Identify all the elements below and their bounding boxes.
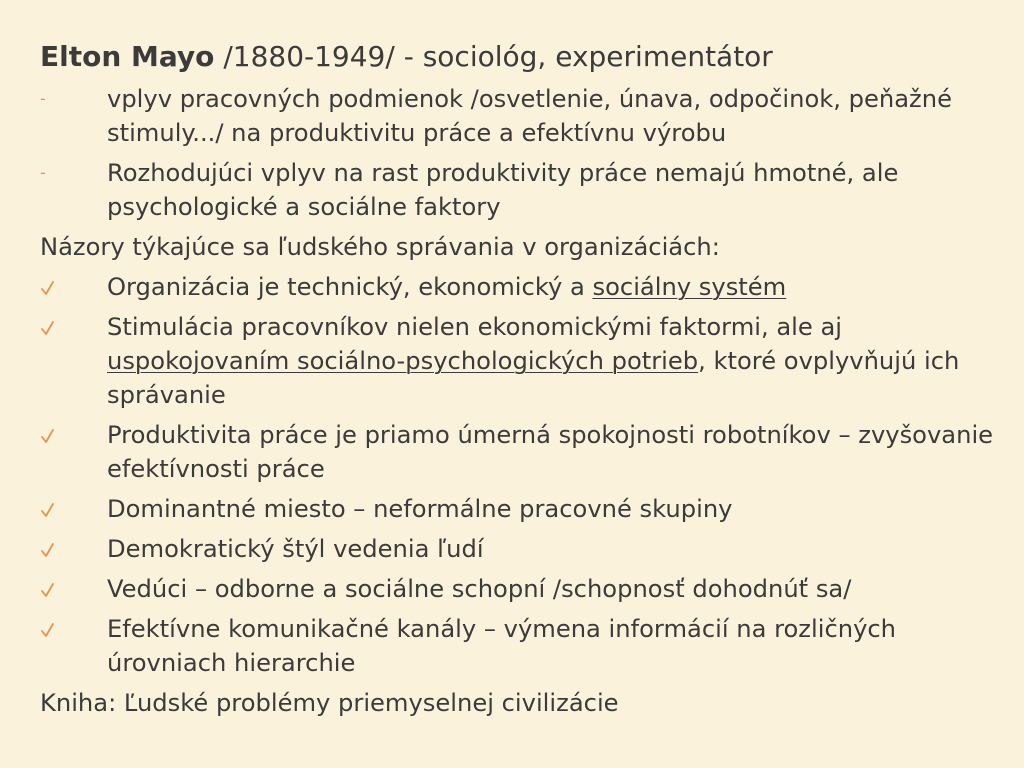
check-item-4 <box>40 492 1010 526</box>
title-name: Elton Mayo <box>40 40 215 73</box>
check-item-text: Efektívne komunikačné kanály – výmena informácií na rozličných úrovniach hierarchie <box>107 615 897 677</box>
check-item-6 <box>40 572 1010 606</box>
dash-bullet-icon: - <box>40 163 46 182</box>
dash-item-text: vplyv pracovných podmienok /osvetlenie, únava, odpočinok, peňažné stimuly.../ na produktivitu práce a efektívnu výrobu <box>107 85 952 147</box>
check-item-text: Organizácia je technický, ekonomický a <box>107 273 593 301</box>
slide-content <box>40 38 1010 726</box>
checkmark-icon <box>40 418 56 452</box>
check-item-2 <box>40 310 1010 412</box>
check-item-text-end: , ktoré ovplyvňujú ich správanie <box>107 347 960 409</box>
underlined-term: uspokojovaním sociálno-psychologických potrieb <box>107 347 699 375</box>
checkmark-icon <box>40 310 56 344</box>
check-item-text: Dominantné miesto – neformálne pracovné skupiny <box>107 495 733 523</box>
book-line: Kniha: Ľudské problémy priemyselnej civilizácie <box>40 689 619 717</box>
views-heading: Názory týkajúce sa ľudského správania v organizáciách: <box>40 233 720 261</box>
check-item-5 <box>40 532 1010 566</box>
checkmark-icon <box>40 572 56 606</box>
check-item-1 <box>40 270 1010 304</box>
check-item-text: Vedúci – odborne a sociálne schopní /schopnosť dohodnúť sa/ <box>107 575 852 603</box>
dash-item-1 <box>40 82 1010 150</box>
checkmark-icon <box>40 532 56 566</box>
checkmark-icon <box>40 270 56 304</box>
check-item-text: Stimulácia pracovníkov nielen ekonomickými faktormi, ale aj <box>107 313 843 341</box>
check-item-text: Produktivita práce je priamo úmerná spokojnosti robotníkov – zvyšovanie efektívnosti práce <box>107 421 994 483</box>
underlined-term: sociálny systém <box>592 273 787 301</box>
check-item-7 <box>40 612 1010 680</box>
title-rest: /1880-1949/ - sociológ, experimentátor <box>214 40 773 73</box>
check-item-3 <box>40 418 1010 486</box>
dash-item-text: Rozhodujúci vplyv na rast produktivity práce nemajú hmotné, ale psychologické a sociálne faktory <box>107 159 899 221</box>
checkmark-icon <box>40 612 56 646</box>
checkmark-icon <box>40 492 56 526</box>
dash-item-2 <box>40 156 1010 224</box>
check-item-text: Demokratický štýl vedenia ľudí <box>107 535 484 563</box>
dash-bullet-icon: - <box>40 89 46 108</box>
slide-title <box>40 38 1010 76</box>
